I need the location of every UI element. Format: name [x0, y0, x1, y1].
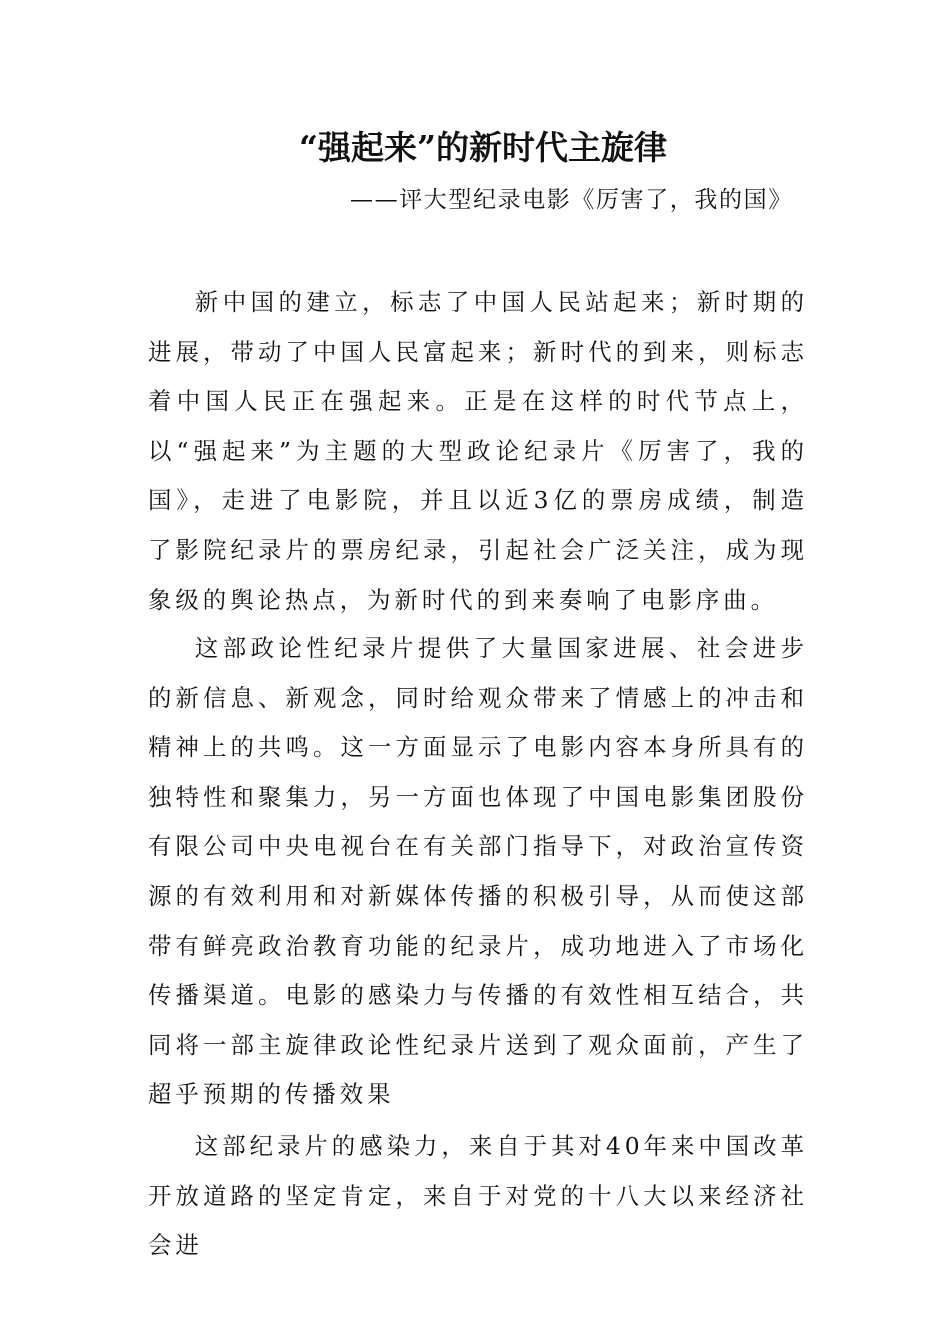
body-paragraph-3: 这部纪录片的感染力，来自于其对40年来中国改革开放道路的坚定肯定，来自于对党的十八大以来经济社会进: [148, 1132, 808, 1260]
article-title: “强起来”的新时代主旋律: [299, 128, 667, 167]
body-paragraph-2: 这部政论性纪录片提供了大量国家进展、社会进步的新信息、新观念，同时给观众带来了情感上的冲击和精神上的共鸣。这一方面显示了电影内容本身所具有的独特性和聚集力，另一方面也体现了中国电影集团股份有限公司中央电视台在有关部门指导下，对政治宣传资源的有效利用和对新媒体传播的积极引导，从而使这部带有鲜亮政治教育功能的纪录片，成功地进入了市场化传播渠道。电影的感染力与传播的有效性相互结合，共同将一部主旋律政论性纪录片送到了观众面前，产生了超乎预期的传播效果: [148, 634, 808, 1109]
body-paragraph-1: 新中国的建立，标志了中国人民站起来；新时期的进展，带动了中国人民富起来；新时代的到来，则标志着中国人民正在强起来。正是在这样的时代节点上，以“强起来”为主题的大型政论纪录片《厉害了，我的国》，走进了电影院，并且以近3亿的票房成绩，制造了影院纪录片的票房纪录，引起社会广泛关注，成为现象级的舆论热点，为新时代的到来奏响了电影序曲。: [148, 288, 808, 614]
article-subtitle: ——评大型纪录电影《厉害了，我的国》: [350, 187, 793, 213]
